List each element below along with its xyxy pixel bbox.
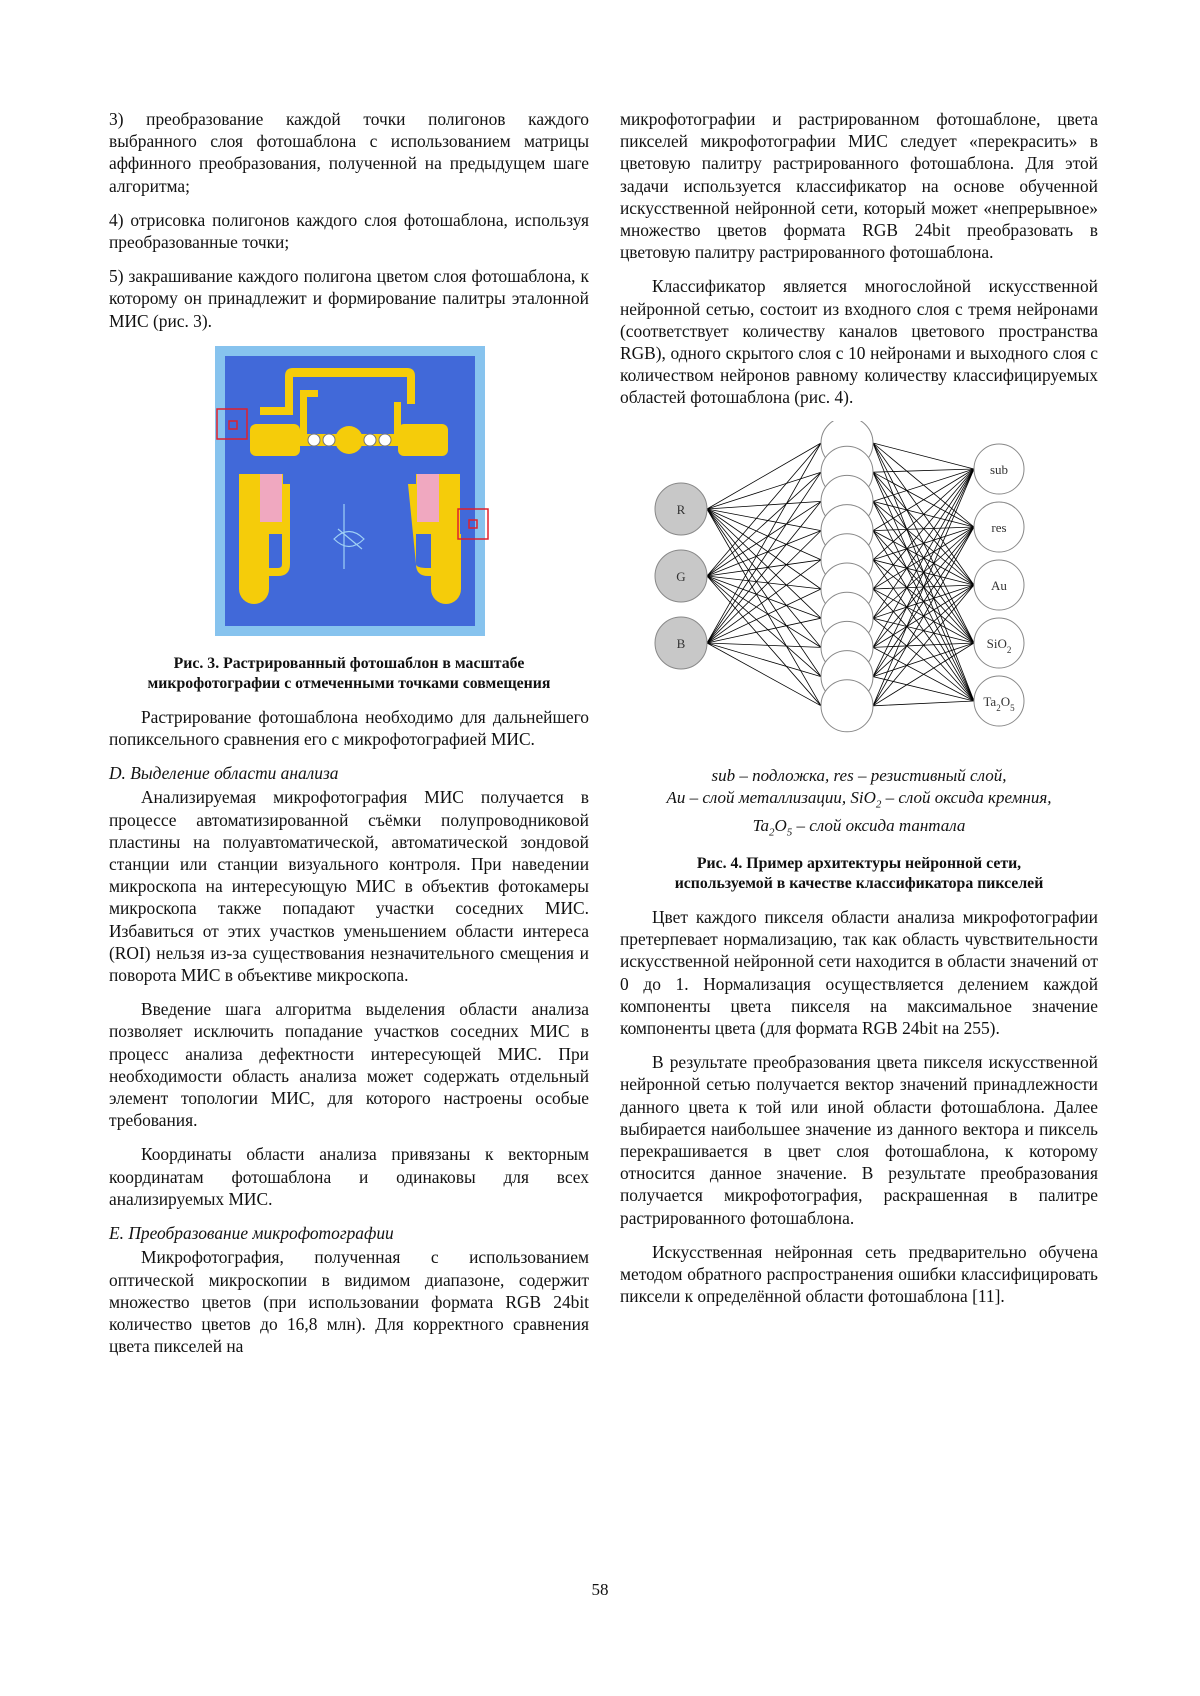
network-connection [707,530,821,575]
network-connection [707,443,821,643]
network-connection [707,509,821,589]
paragraph: Анализируемая микрофотография МИС получается в процессе автоматизированной съёмки полупроводниковой пластины на полуавтоматической, автоматической зондовой станции или станции визуального контроля. При наведении микроскопа на интересующую МИС в объектив фотокамеры микроскопа также попадают участки соседних МИС. Избавиться от этих участков уменьшением области интереса (ROI) нельзя из-за существования незначительного смещения и поворота МИС в объективе микроскопа. [109,787,589,986]
legend-subscript: 5 [786,826,793,839]
paragraph: микрофотографии и растрированном фотошаблоне, цвета пикселей микрофотографии МИС следует «перекрасить» в цветовую палитру растрированного фотошаблона. Для этой задачи используется классификатор на основе обученной искусственной нейронной сети, который может «непрерывное» множество цветов формата RGB 24bit преобразовать в цветовую палитру растрированного фотошаблона. [620,109,1098,263]
section-heading-e: E. Преобразование микрофотографии [109,1223,394,1244]
figure-3-caption-line: Рис. 3. Растрированный фотошаблон в масштабе [173,654,525,672]
legend-line [620,787,1098,816]
section-heading-d: D. Выделение области анализа [109,763,339,784]
right-column [620,108,1098,1319]
legend-text: Ta [752,816,769,836]
output-neuron-label: sub [989,461,1009,477]
via-4 [379,434,391,446]
center-node [335,426,363,454]
input-neuron-label: R [676,501,686,517]
network-connection [707,472,821,576]
network-connection [873,469,974,647]
input-neuron-label: B [676,635,686,651]
network-connection [873,469,974,618]
network-connection [707,643,821,677]
network-connection [873,469,974,472]
list-item-4: 4) отрисовка полигонов каждого слоя фотошаблона, используя преобразованные точки; [109,209,589,253]
network-connection [707,472,821,643]
network-connection [873,527,974,706]
paragraph: В результате преобразования цвета пикселя искусственной нейронной сетью получается вектор значений принадлежности данного цвета к той или иной области фотошаблона. Далее выбирается наибольшее значение из данного вектора и пиксель перекрашивается в цвет слоя фотошаблона, к которому относится данное значение. В результате преобразования получается микрофотография, раскрашенная в палитре растрированного фотошаблона. [620,1052,1098,1228]
legend-subscript: 2 [875,798,882,811]
hidden-neuron [821,679,873,731]
legend-text: – слой оксида кремния, [881,787,1052,807]
network-connection [707,576,821,706]
list-item-3: 3) преобразование каждой точки полигонов каждого выбранного слоя фотошаблона с использованием матрицы аффинного преобразования, полученной на предыдущем шаге алгоритма; [109,109,589,196]
figure-3-caption-line: микрофотографии с отмеченными точками совмещения [147,674,551,692]
via-3 [364,434,376,446]
paragraph: Введение шага алгоритма выделения области анализа позволяет исключить попадание участков соседних МИС в процесс анализа дефектности интересующей МИС. При необходимости область анализа может содержать отдельный элемент топологии МИС, для которого настроены особые требования. [109,999,589,1131]
network-connection [873,701,974,706]
figure-3-caption [109,654,589,694]
left-column [109,108,589,1369]
network-connection [873,527,974,677]
network-connection [707,559,821,575]
trace-left-end [260,407,293,415]
figure-4-caption-line: Рис. 4. Пример архитектуры нейронной сети, [696,855,1022,873]
left-inner-trace [300,390,307,435]
paragraph: Координаты области анализа привязаны к векторным координатам фотошаблона и одинаковы для всех анализируемых МИС. [109,1144,589,1209]
output-neuron-label: $Ta_2O_5$ [983,693,1015,713]
figure-4-neural-network [649,421,1069,751]
legend-line [620,815,1098,844]
output-neuron-label: Au [991,577,1007,593]
legend-line: sub – подложка, res – резистивный слой, [711,765,1007,785]
paragraph: Искусственная нейронная сеть предварительно обучена методом обратного распространения ошибки классифицировать пиксели к определённой области фотошаблона [11]. [620,1241,1098,1307]
output-neuron-label: res [991,519,1007,535]
left-pad [250,424,300,456]
paragraph: Цвет каждого пикселя области анализа микрофотографии претерпевает нормализацию, так как область чувствительности искусственной нейронной сети находится в области значений от 0 до 1. Нормализация осуществляется делением каждой компоненты цвета пикселя на максимальное значение компоненты цвета (для формата RGB 24bit на 255). [620,907,1098,1039]
paragraph: Микрофотография, полученная с использованием оптической микроскопии в видимом диапазоне, содержит множество цветов (при использовании формата RGB 24bit количество цветов до 16,8 млн). Для корректного сравнения цвета пикселей на [109,1247,589,1357]
via-1 [308,434,320,446]
output-neuron-label: SiO$_2$ [986,635,1012,655]
list-item-5: 5) закрашивание каждого полигона цветом слоя фотошаблона, к которому он принадлежит и формирование палитры эталонной МИС (рис. 3). [109,266,589,331]
figure-4-caption-line: используемой в качестве классификатора пикселей [674,875,1044,893]
network-connection [707,443,821,509]
right-resistor [417,474,439,522]
network-connection [873,643,974,706]
output-neuron [974,676,1024,726]
via-2 [323,434,335,446]
input-neuron-label: G [676,568,686,584]
legend-text: – слой оксида тантала [792,816,966,836]
network-connection [707,643,821,647]
paragraph: Классификатор является многослойной искусственной нейронной сетью, состоит из входного слоя с тремя нейронами (соответствует количеству каналов цветового пространства RGB), одного скрытого слоя с 10 нейронами и выходного слоя с количеством нейронов равному количеству классифицируемых областей фотошаблона (рис. 4). [620,276,1098,408]
right-round-pad [431,574,461,604]
legend-subscript: 2 [768,826,775,839]
page-number: 58 [591,1580,609,1599]
legend-text: Au – слой металлизации, SiO [666,787,876,807]
figure-4-legend [620,765,1098,844]
legend-text: O [774,816,787,836]
network-connection [707,643,821,706]
figure-3-rasterized-photomask [194,344,504,644]
figure-4-caption [620,854,1098,894]
left-round-pad [239,574,269,604]
right-pad [398,424,448,456]
network-connection [707,472,821,509]
paragraph: Растрирование фотошаблона необходимо для дальнейшего попиксельного сравнения его с микрофотографией МИС. [109,706,589,750]
network-connection [707,443,821,576]
network-connection [707,501,821,509]
left-resistor [260,474,282,522]
